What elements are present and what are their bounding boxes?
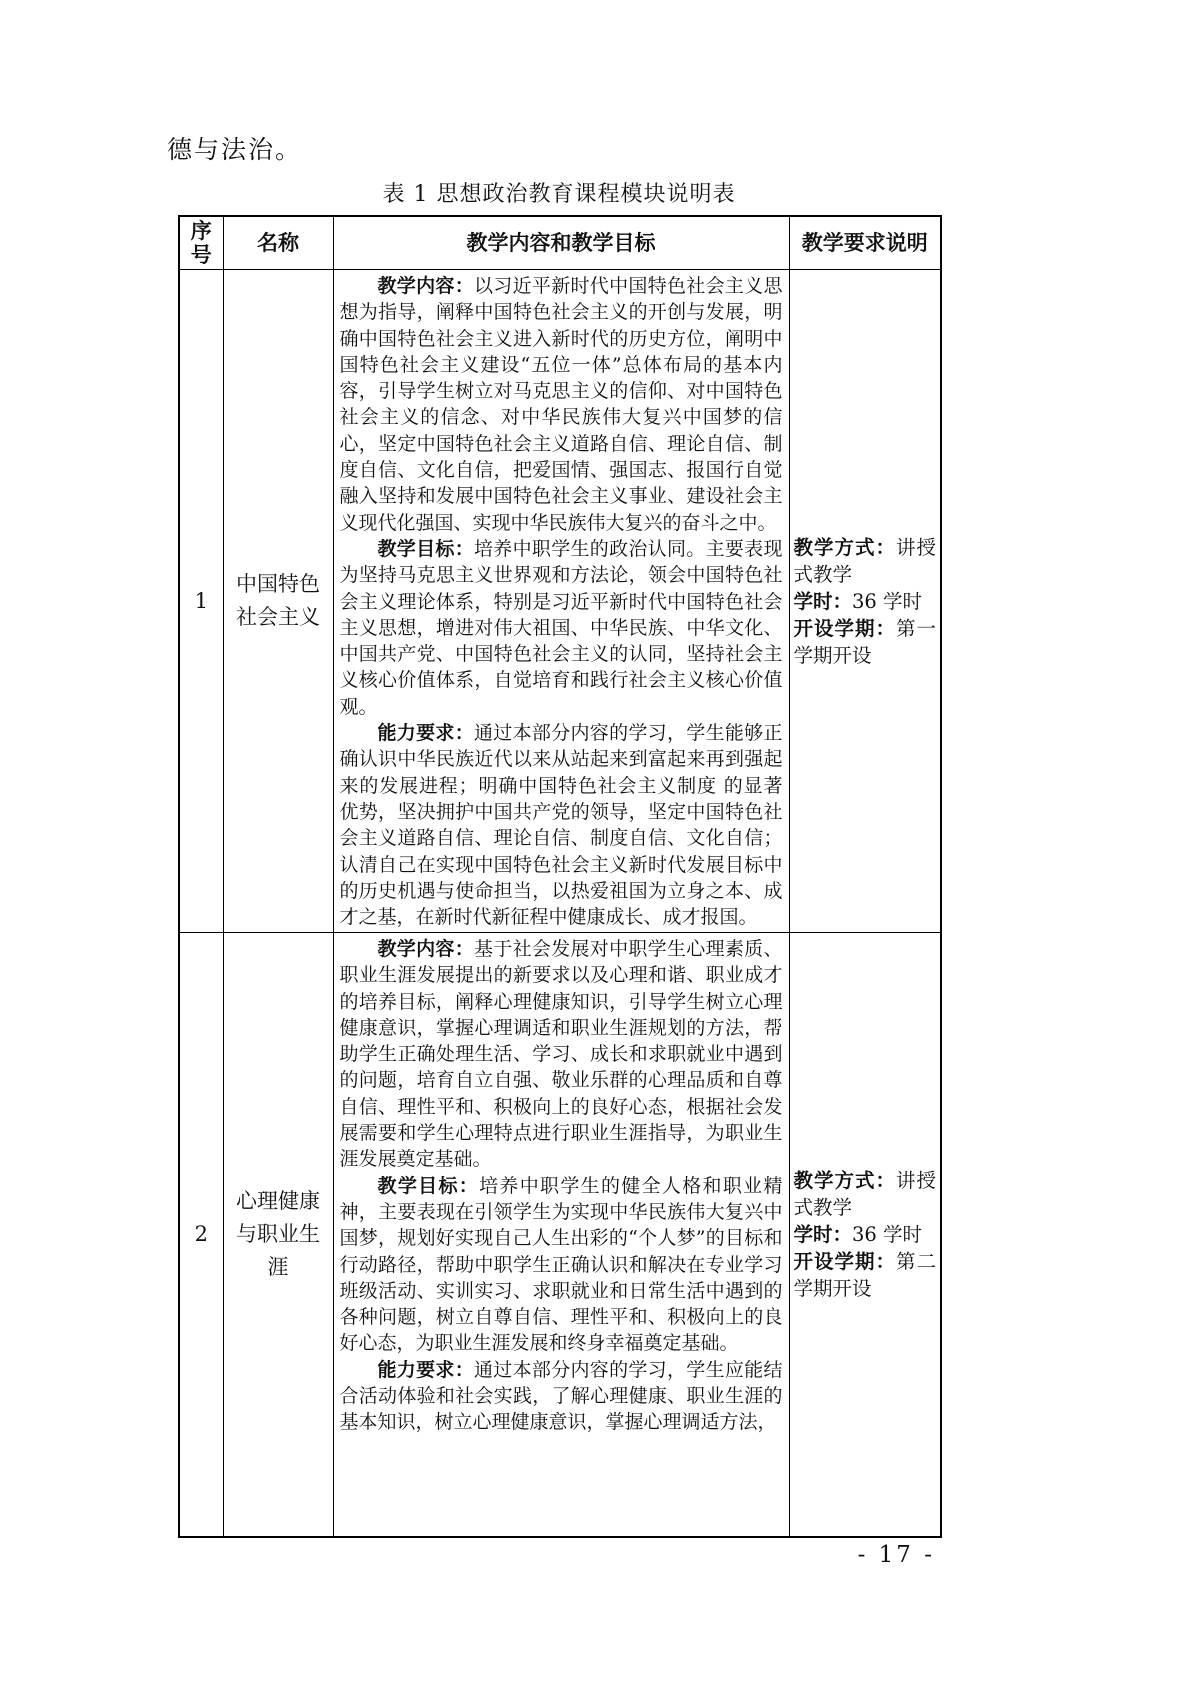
- requirement-text: 讲授式教学: [793, 535, 936, 586]
- content-paragraph: [340, 1357, 783, 1436]
- paragraph-text: 培养中职学生的政治认同。主要表现为坚持马克思主义世界观和方法论，领会中国特色社会主义理论体系，特别是习近平新时代中国特色社会主义思想，增进对伟大祖国、中华民族、中华文化、中国共产党、中国特色社会主义的认同，坚持社会主义核心价值体系，自觉培育和践行社会主义核心价值观。: [339, 537, 783, 718]
- paragraph-text: 以习近平新时代中国特色社会主义思想为指导，阐释中国特色社会主义的开创与发展，明确中国特色社会主义进入新时代的历史方位，阐明中国特色社会主义建设“五位一体”总体布局的基本内容，引导学生树立对马克思主义的信仰、对中国特色社会主义的信念、对中华民族伟大复兴中国梦的信心，坚定中国特色社会主义道路自信、理论自信、制度自信、文化自信，把爱国情、强国志、报国行自觉融入坚持和发展中国特色社会主义事业、建设社会主义现代化强国、实现中华民族伟大复兴的奋斗之中。: [339, 275, 783, 534]
- row-module-name: 中国特色社会主义: [223, 270, 333, 933]
- requirement-line: [794, 588, 937, 615]
- requirement-label: 教学方式：: [793, 1168, 896, 1192]
- content-paragraph: [340, 536, 783, 720]
- paragraph-label: 教学目标：: [377, 1174, 480, 1197]
- row-index: 1: [179, 270, 223, 933]
- requirement-line: [794, 1248, 937, 1302]
- paragraph-label: 教学内容：: [377, 275, 474, 297]
- requirement-label: 开设学期：: [793, 616, 896, 640]
- requirement-label: 开设学期：: [793, 1249, 896, 1273]
- row-index: 2: [179, 933, 223, 1537]
- content-paragraph: [340, 936, 783, 1173]
- requirement-label: 学时：: [793, 1222, 853, 1246]
- table-row: [179, 270, 941, 933]
- requirement-label: 教学方式：: [793, 535, 896, 559]
- paragraph-text: 培养中职学生的健全人格和职业精神，主要表现在引领学生为实现中华民族伟大复兴中国梦，规划好实现自己人生出彩的“个人梦”的目标和行动路径，帮助中职学生正确认识和解决在专业学习班级活动、实训实习、求职就业和日常生活中遇到的各种问题，树立自尊自信、理性平和、积极向上的良好心态，为职业生涯发展和终身幸福奠定基础。: [339, 1174, 783, 1355]
- table-row: [179, 933, 941, 1537]
- requirement-text: 第二学期开设: [793, 1249, 936, 1300]
- course-module-table: [178, 215, 942, 1538]
- content-paragraph: [340, 720, 783, 930]
- paragraph-label: 教学目标：: [377, 537, 474, 560]
- row-requirements-cell: [789, 933, 941, 1537]
- row-module-name: 心理健康与职业生涯: [223, 933, 333, 1537]
- requirement-line: [794, 1221, 937, 1248]
- content-paragraph: [340, 1173, 783, 1357]
- requirement-line: [794, 615, 937, 669]
- row-requirements-cell: [789, 270, 941, 933]
- requirement-text: 讲授式教学: [793, 1168, 936, 1219]
- requirement-line: [794, 1167, 937, 1221]
- table-title: 表 1 思想政治教育课程模块说明表: [382, 182, 736, 207]
- page-number: - 17 -: [857, 1542, 935, 1568]
- header-cell-name: 名称: [223, 216, 333, 270]
- table-header-row: [179, 216, 941, 270]
- requirement-text: 36 学时: [852, 589, 923, 613]
- content-paragraph: [340, 273, 783, 536]
- paragraph-label: 能力要求：: [377, 1358, 474, 1381]
- row-content-cell: [333, 933, 789, 1537]
- paragraph-text: 基于社会发展对中职学生心理素质、职业生涯发展提出的新要求以及心理和谐、职业成才的培养目标，阐释心理健康知识，引导学生树立心理健康意识，掌握心理调适和职业生涯规划的方法，帮助学生正确处理生活、学习、成长和求职就业中遇到的问题，培育自立自强、敬业乐群的心理品质和自尊自信、理性平和、积极向上的良好心态，根据社会发展需要和学生心理特点进行职业生涯指导，为职业生涯发展奠定基础。: [339, 938, 783, 1171]
- header-cell-index: 序号: [179, 216, 223, 270]
- paragraph-label: 能力要求：: [377, 722, 474, 745]
- paragraph-text: 通过本部分内容的学习，学生能够正确认识中华民族近代以来从站起来到富起来再到强起来的发展进程；明确中国特色社会主义制度 的显著优势，坚决拥护中国共产党的领导，坚定中国特色社会主义道路自信、理论自信、制度自信、文化自信；认清自己在实现中国特色社会主义新时代发展目标中的历史机遇与使命担当，以热爱祖国为立身之本、成才之基，在新时代新征程中健康成长、成才报国。: [339, 722, 783, 929]
- requirement-text: 第一学期开设: [793, 616, 936, 667]
- row-content-cell: [333, 270, 789, 933]
- paragraph-label: 教学内容：: [377, 938, 474, 960]
- requirement-line: [794, 534, 937, 588]
- intro-text: 德与法治。: [167, 135, 303, 164]
- requirement-text: 36 学时: [852, 1222, 923, 1246]
- requirement-label: 学时：: [793, 589, 853, 613]
- header-cell-requirements: 教学要求说明: [789, 216, 941, 270]
- paragraph-text: 通过本部分内容的学习，学生应能结合活动体验和社会实践，了解心理健康、职业生涯的基本知识，树立心理健康意识，掌握心理调适方法，: [339, 1358, 783, 1434]
- header-cell-content: 教学内容和教学目标: [333, 216, 789, 270]
